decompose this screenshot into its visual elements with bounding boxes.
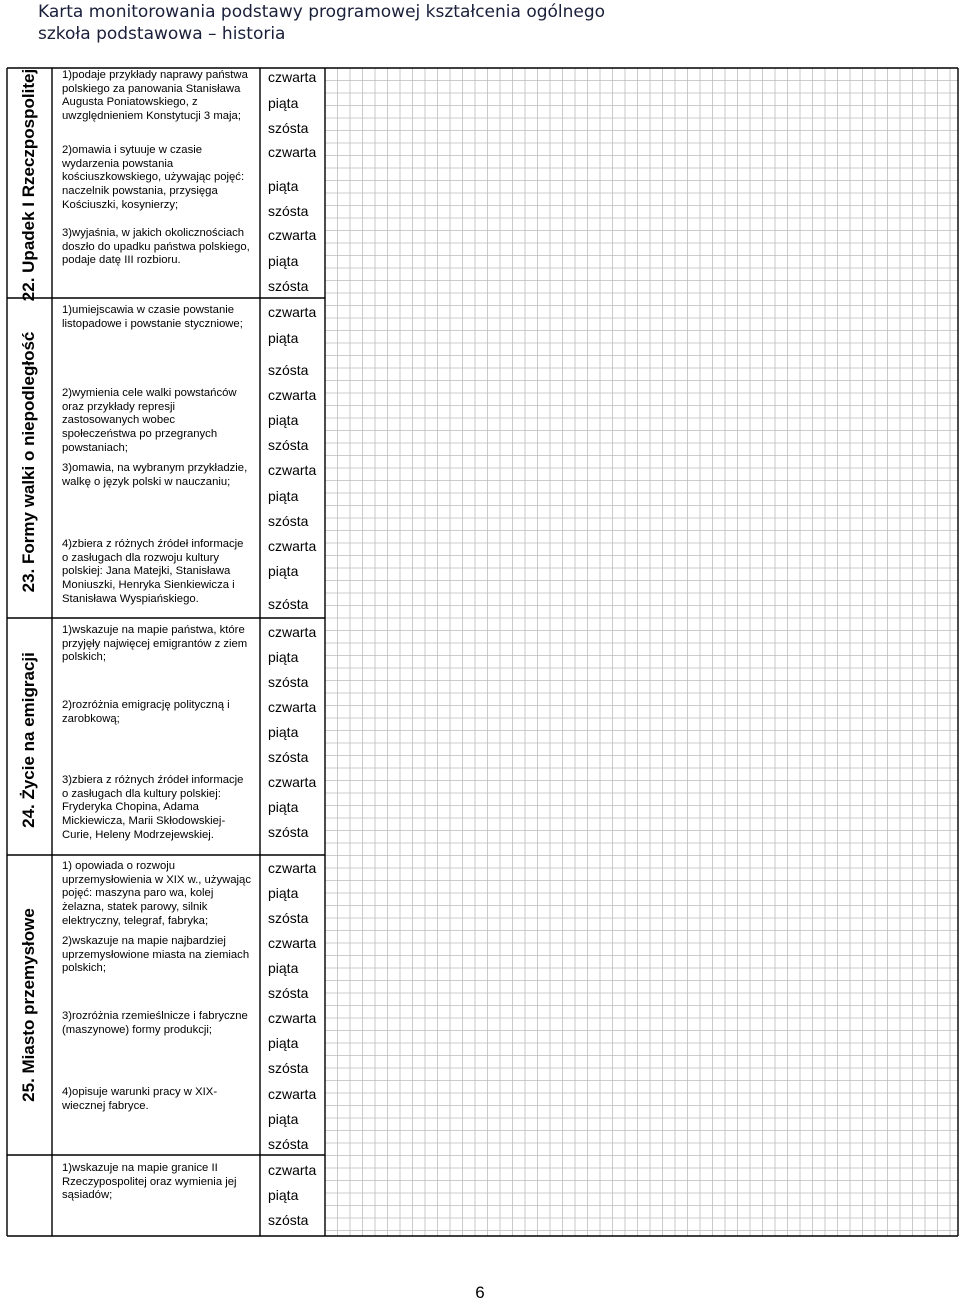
- requirement: 2)wymienia cele walki powstańców oraz przykłady represji zastosowanych wobec społeczeństwa po przegranych powstaniach;: [62, 387, 237, 454]
- level-piata: piąta: [268, 960, 299, 976]
- level-piata: piąta: [268, 412, 299, 428]
- level-czwarta: czwarta: [268, 227, 317, 243]
- level-czwarta: czwarta: [268, 935, 317, 951]
- requirement: 3)zbiera z różnych źródeł informacje o zasługach dla kultury polskiej: Fryderyka Chopina, Adama Mickiewicza, Marii Skłodowskiej-Curie, Heleny Modrzejewskiej.: [62, 774, 244, 841]
- level-piata: piąta: [268, 253, 299, 269]
- document-title: Karta monitorowania podstawy programowej kształcenia ogólnego: [38, 2, 606, 22]
- level-czwarta: czwarta: [268, 1010, 317, 1026]
- level-szosta: szósta: [268, 824, 309, 840]
- level-piata: piąta: [268, 724, 299, 740]
- level-czwarta: czwarta: [268, 624, 317, 640]
- level-czwarta: czwarta: [268, 69, 317, 85]
- requirement: 1)podaje przykłady naprawy państwa polskiego za panowania Stanisława Augusta Poniatowskiego, z uwzględnieniem Konstytucji 3 maja;: [62, 69, 248, 123]
- requirement: 2)rozróżnia emigrację polityczną i zarobkową;: [62, 699, 230, 725]
- level-szosta: szósta: [268, 1136, 309, 1152]
- requirement: 3)wyjaśnia, w jakich okolicznościach doszło do upadku państwa polskiego, podaje datę III rozbioru.: [62, 227, 250, 267]
- requirement: 3)omawia, na wybranym przykładzie, walkę o język polski w nauczaniu;: [62, 462, 248, 488]
- level-piata: piąta: [268, 330, 299, 346]
- level-czwarta: czwarta: [268, 699, 317, 715]
- level-piata: piąta: [268, 95, 299, 111]
- level-czwarta: czwarta: [268, 462, 317, 478]
- level-czwarta: czwarta: [268, 774, 317, 790]
- level-piata: piąta: [268, 563, 299, 579]
- level-czwarta: czwarta: [268, 144, 317, 160]
- page-number: 6: [475, 1283, 485, 1302]
- level-piata: piąta: [268, 1035, 299, 1051]
- requirement: 1)wskazuje na mapie państwa, które przyjęły najwięcej emigrantów z ziem polskich;: [62, 624, 248, 664]
- level-szosta: szósta: [268, 985, 309, 1001]
- requirement: 1)umiejscawia w czasie powstanie listopadowe i powstanie styczniowe;: [62, 304, 243, 330]
- requirement: 3)rozróżnia rzemieślnicze i fabryczne (maszynowe) formy produkcji;: [62, 1010, 248, 1036]
- level-szosta: szósta: [268, 674, 309, 690]
- section-title: 22. Upadek I Rzeczpospolitej: [19, 68, 38, 302]
- requirement: 4)zbiera z różnych źródeł informacje o zasługach dla rozwoju kultury polskiej: Jana Matejki, Stanisława Moniuszki, Henryka Sienkiewicza i Stanisława Wyspiańskiego.: [62, 538, 244, 605]
- level-szosta: szósta: [268, 203, 309, 219]
- level-czwarta: czwarta: [268, 860, 317, 876]
- level-czwarta: czwarta: [268, 1162, 317, 1178]
- level-czwarta: czwarta: [268, 538, 317, 554]
- level-czwarta: czwarta: [268, 304, 317, 320]
- level-piata: piąta: [268, 1187, 299, 1203]
- level-piata: piąta: [268, 885, 299, 901]
- requirement: 2)omawia i sytuuje w czasie wydarzenia powstania kościuszkowskiego, używając pojęć: naczelnik powstania, przysięga Kościuszki, kosynierzy;: [62, 144, 245, 211]
- level-szosta: szósta: [268, 120, 309, 136]
- document-subtitle: szkoła podstawowa – historia: [38, 24, 286, 44]
- level-piata: piąta: [268, 649, 299, 665]
- section-title: 23. Formy walki o niepodległość: [19, 331, 38, 593]
- level-szosta: szósta: [268, 749, 309, 765]
- level-szosta: szósta: [268, 910, 309, 926]
- level-szosta: szósta: [268, 596, 309, 612]
- requirement: 4)opisuje warunki pracy w XIX-wiecznej fabryce.: [62, 1086, 218, 1112]
- level-szosta: szósta: [268, 278, 309, 294]
- level-szosta: szósta: [268, 1212, 309, 1228]
- level-szosta: szósta: [268, 1060, 309, 1076]
- level-piata: piąta: [268, 488, 299, 504]
- requirement: 2)wskazuje na mapie najbardziej uprzemysłowione miasta na ziemiach polskich;: [62, 935, 250, 975]
- level-szosta: szósta: [268, 362, 309, 378]
- section-title: 24. Życie na emigracji: [19, 652, 38, 828]
- level-czwarta: czwarta: [268, 1086, 317, 1102]
- level-piata: piąta: [268, 1111, 299, 1127]
- requirement: 1)wskazuje na mapie granice II Rzeczypospolitej oraz wymienia jej sąsiadów;: [62, 1162, 237, 1202]
- section-title: 25. Miasto przemysłowe: [19, 908, 38, 1102]
- level-szosta: szósta: [268, 513, 309, 529]
- level-czwarta: czwarta: [268, 387, 317, 403]
- level-piata: piąta: [268, 178, 299, 194]
- requirement: 1) opowiada o rozwoju uprzemysłowienia w XIX w., używając pojęć: maszyna paro wa, kolej żelazna, statek parowy, silnik elektryczny, telegraf, fabryka;: [62, 860, 251, 927]
- level-piata: piąta: [268, 799, 299, 815]
- level-szosta: szósta: [268, 437, 309, 453]
